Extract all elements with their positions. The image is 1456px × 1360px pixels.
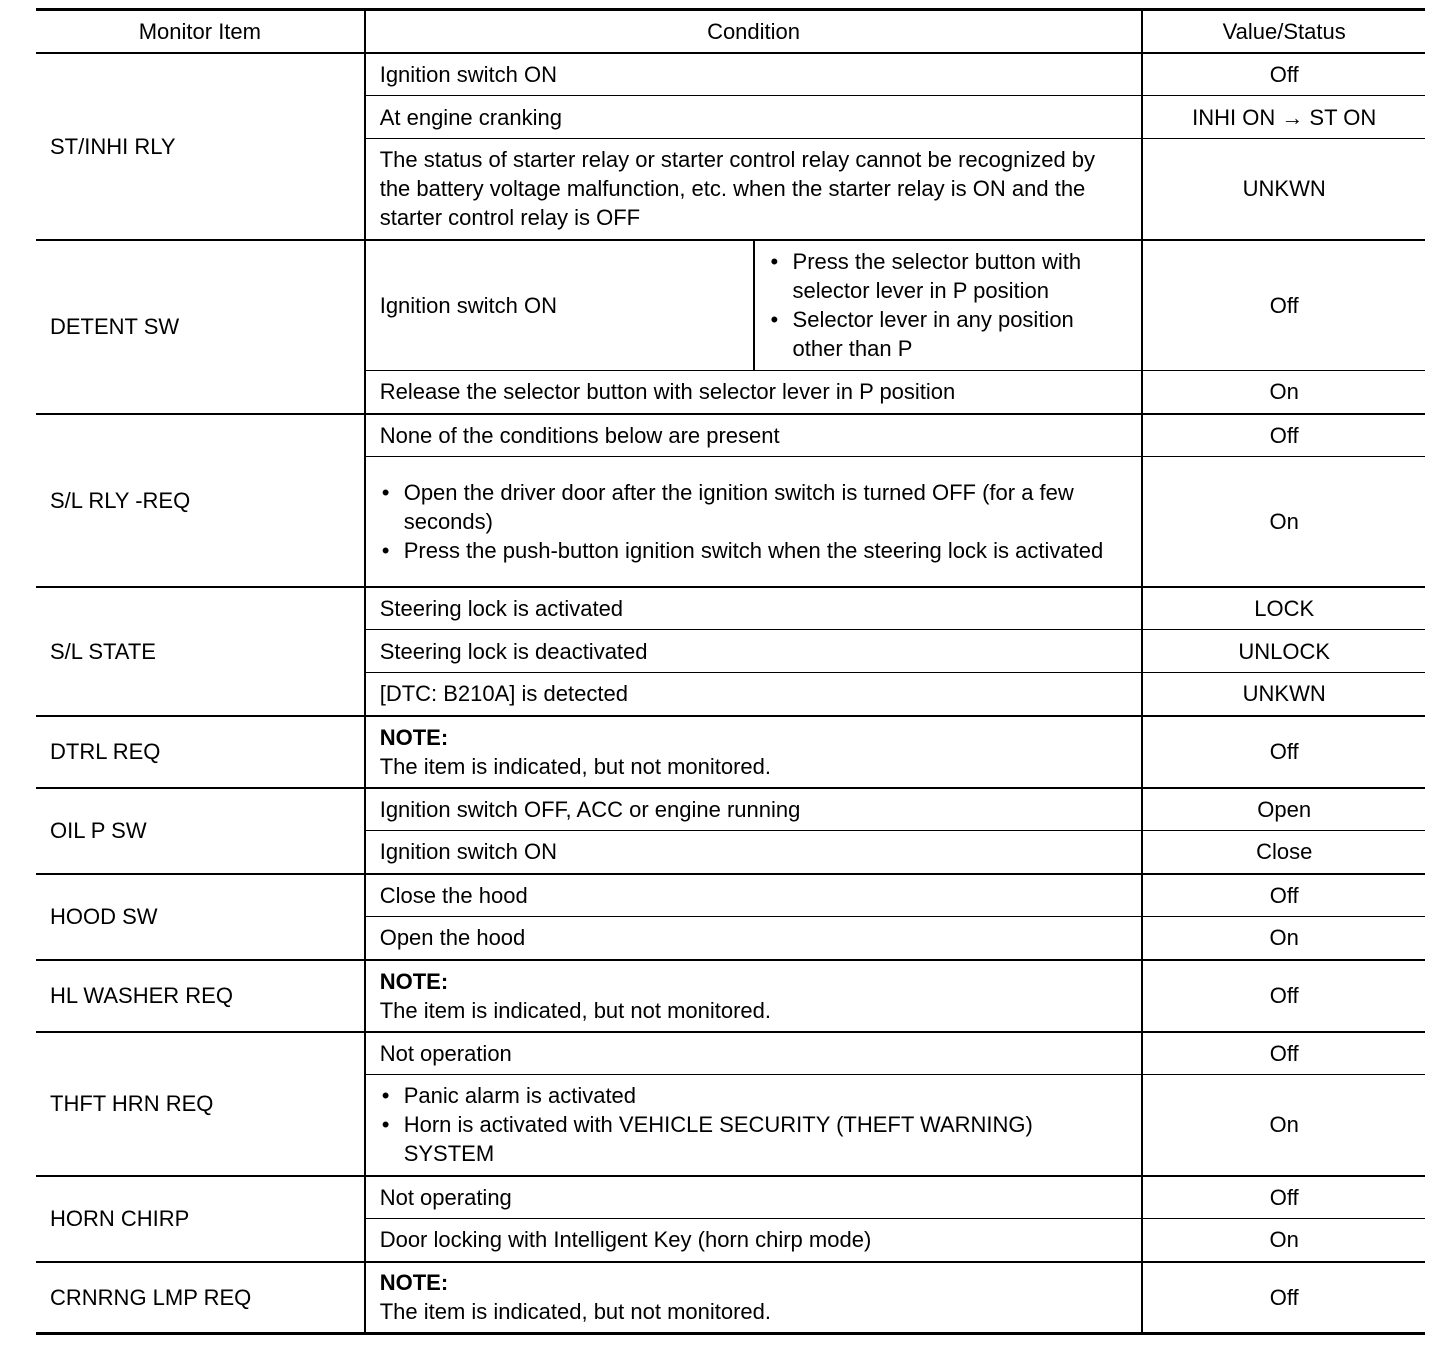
condition-cell xyxy=(365,457,1143,587)
note-cell xyxy=(365,716,1143,788)
table-row xyxy=(36,53,1425,96)
header-condition: Condition xyxy=(365,10,1143,53)
monitor-item: DETENT SW xyxy=(36,240,365,414)
value-cell: On xyxy=(1142,371,1425,414)
monitor-item: DTRL REQ xyxy=(36,716,365,788)
table-row xyxy=(36,716,1425,788)
bullet-item: • Press the push-button ignition switch when the steering lock is activated xyxy=(380,536,1128,565)
monitor-item: OIL P SW xyxy=(36,788,365,874)
table-row xyxy=(36,874,1425,917)
header-monitor-item: Monitor Item xyxy=(36,10,365,53)
value-cell: Off xyxy=(1142,1262,1425,1334)
condition-cell: Ignition switch ON xyxy=(365,831,1143,874)
value-cell: Close xyxy=(1142,831,1425,874)
table-row xyxy=(36,1176,1425,1219)
table-row xyxy=(36,414,1425,457)
value-cell: Off xyxy=(1142,53,1425,96)
value-cell: Open xyxy=(1142,788,1425,831)
monitor-item: S/L STATE xyxy=(36,587,365,716)
table-row xyxy=(36,960,1425,1032)
table-row xyxy=(36,240,1425,371)
condition-cell: Ignition switch ON xyxy=(365,240,754,371)
condition-cell: Door locking with Intelligent Key (horn chirp mode) xyxy=(365,1219,1143,1262)
condition-cell: Close the hood xyxy=(365,874,1143,917)
value-cell: Off xyxy=(1142,240,1425,371)
bullet-item: • Press the selector button with selector lever in P position xyxy=(769,247,1128,305)
condition-cell: Not operating xyxy=(365,1176,1143,1219)
note-cell xyxy=(365,1262,1143,1334)
value-cell: On xyxy=(1142,457,1425,587)
condition-cell: [DTC: B210A] is detected xyxy=(365,673,1143,716)
bullet-item: • Open the driver door after the ignition switch is turned OFF (for a few seconds) xyxy=(380,478,1128,536)
monitor-item: ST/INHI RLY xyxy=(36,53,365,240)
table-row xyxy=(36,1262,1425,1334)
monitor-table xyxy=(36,8,1425,1335)
condition-cell: Steering lock is deactivated xyxy=(365,630,1143,673)
note-label: NOTE: xyxy=(379,724,449,750)
monitor-item: S/L RLY -REQ xyxy=(36,414,365,587)
table-row xyxy=(36,1032,1425,1075)
value-cell: UNLOCK xyxy=(1142,630,1425,673)
bullet-item: • Selector lever in any position other than P xyxy=(769,305,1128,363)
condition-cell: Release the selector button with selector lever in P position xyxy=(365,371,1143,414)
value-cell: Off xyxy=(1142,1176,1425,1219)
monitor-item: HOOD SW xyxy=(36,874,365,960)
note-text: The item is indicated, but not monitored. xyxy=(379,753,772,779)
monitor-item: HL WASHER REQ xyxy=(36,960,365,1032)
value-cell: On xyxy=(1142,1075,1425,1176)
note-text: The item is indicated, but not monitored. xyxy=(379,997,772,1023)
bullet-list xyxy=(380,478,1128,565)
value-cell: On xyxy=(1142,917,1425,960)
table-row xyxy=(36,587,1425,630)
value-cell: Off xyxy=(1142,716,1425,788)
note-text: The item is indicated, but not monitored. xyxy=(379,1299,772,1325)
condition-cell: Ignition switch ON xyxy=(365,53,1143,96)
value-cell: Off xyxy=(1142,874,1425,917)
value-cell: Off xyxy=(1142,414,1425,457)
bullet-list xyxy=(380,1081,1128,1168)
value-cell: INHI ON → ST ON xyxy=(1142,96,1425,139)
condition-cell: Ignition switch OFF, ACC or engine running xyxy=(365,788,1143,831)
condition-cell: Steering lock is activated xyxy=(365,587,1143,630)
condition-cell: Not operation xyxy=(365,1032,1143,1075)
note-cell xyxy=(365,960,1143,1032)
table-row xyxy=(36,788,1425,831)
value-cell: Off xyxy=(1142,1032,1425,1075)
condition-cell: None of the conditions below are present xyxy=(365,414,1143,457)
condition-cell: At engine cranking xyxy=(365,96,1143,139)
note-label: NOTE: xyxy=(379,968,449,994)
monitor-item: THFT HRN REQ xyxy=(36,1032,365,1176)
condition-cell: The status of starter relay or starter control relay cannot be recognized by the battery voltage malfunction, etc. when the starter relay is ON and the starter control relay is OFF xyxy=(365,139,1143,240)
condition-cell xyxy=(365,1075,1143,1176)
note-label: NOTE: xyxy=(379,1270,449,1296)
monitor-item: HORN CHIRP xyxy=(36,1176,365,1262)
value-cell: LOCK xyxy=(1142,587,1425,630)
header-value-status: Value/Status xyxy=(1142,10,1425,53)
header-row xyxy=(36,10,1425,53)
sub-condition-cell xyxy=(754,240,1143,371)
bullet-item: • Panic alarm is activated xyxy=(380,1081,1128,1110)
value-cell: UNKWN xyxy=(1142,673,1425,716)
value-cell: On xyxy=(1142,1219,1425,1262)
condition-cell: Open the hood xyxy=(365,917,1143,960)
bullet-list xyxy=(769,247,1128,363)
value-cell: UNKWN xyxy=(1142,139,1425,240)
bullet-item: • Horn is activated with VEHICLE SECURITY (THEFT WARNING) SYSTEM xyxy=(380,1110,1128,1168)
monitor-item: CRNRNG LMP REQ xyxy=(36,1262,365,1334)
value-cell: Off xyxy=(1142,960,1425,1032)
